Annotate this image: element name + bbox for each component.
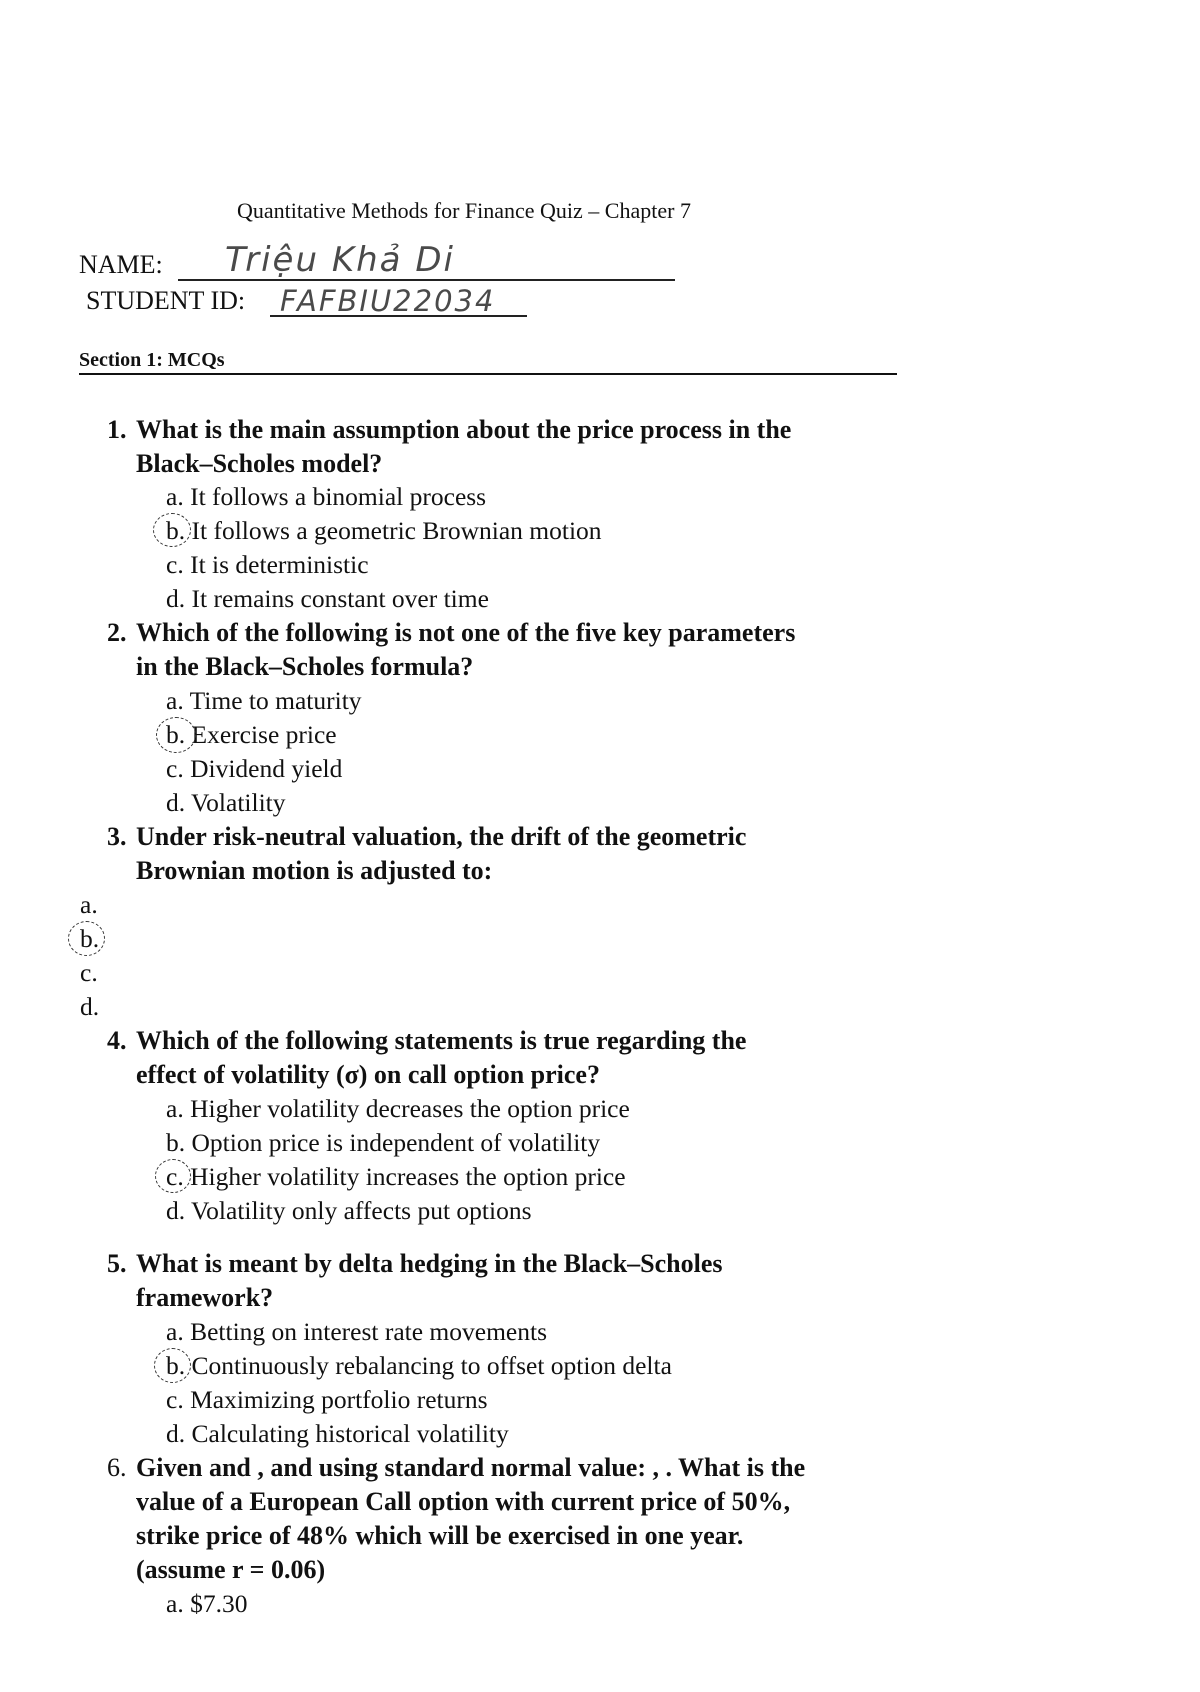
option-text: Calculating historical volatility	[191, 1419, 509, 1448]
option-letter: d.	[166, 1419, 186, 1448]
option-a[interactable]	[166, 1315, 547, 1349]
option-text: Higher volatility increases the option price	[190, 1162, 626, 1191]
option-text: Option price is independent of volatility	[191, 1128, 601, 1157]
option-text: Dividend yield	[190, 754, 343, 783]
question-number: 5.	[107, 1249, 127, 1278]
option-text: It follows a geometric Brownian motion	[191, 516, 602, 545]
answer-circle-mark	[68, 921, 105, 956]
option-letter: a.	[166, 482, 184, 511]
option-b[interactable]	[166, 1349, 672, 1383]
option-letter: b.	[166, 516, 186, 545]
option-a[interactable]	[166, 1587, 247, 1621]
option-text: Volatility only affects put options	[191, 1196, 532, 1225]
option-letter: b.	[166, 1128, 186, 1157]
question-text-line: framework?	[136, 1283, 274, 1312]
section-rule	[79, 373, 897, 375]
option-text: Volatility	[191, 788, 286, 817]
question-number: 6.	[107, 1453, 127, 1482]
question-number: 4.	[107, 1026, 127, 1055]
option-letter: d.	[166, 584, 186, 613]
answer-circle-mark	[154, 1348, 191, 1383]
option-d[interactable]	[166, 582, 489, 616]
option-letter: c.	[80, 958, 98, 987]
option-d[interactable]	[80, 990, 99, 1024]
question-text-line: Black–Scholes model?	[136, 449, 383, 478]
answer-circle-mark	[155, 1159, 191, 1193]
option-letter: c.	[166, 1385, 184, 1414]
question-text-line: What is meant by delta hedging in the Black–Scholes	[136, 1249, 723, 1278]
student-id-handwritten: FAFBIU22034	[280, 284, 496, 318]
question-number: 1.	[107, 415, 127, 444]
option-text: It remains constant over time	[191, 584, 489, 613]
option-text: Maximizing portfolio returns	[190, 1385, 488, 1414]
option-text: Continuously rebalancing to offset option delta	[191, 1351, 672, 1380]
question-text-line: Which of the following is not one of the five key parameters	[136, 618, 796, 647]
option-c[interactable]	[166, 548, 369, 582]
question-text-line: in the Black–Scholes formula?	[136, 652, 474, 681]
question-text-line: value of a European Call option with current price of 50%,	[136, 1487, 791, 1516]
option-d[interactable]	[166, 786, 286, 820]
option-letter: c.	[166, 550, 184, 579]
question-text-line: (assume r = 0.06)	[136, 1555, 326, 1584]
name-handwritten: Triệu Khả Di	[225, 240, 455, 280]
option-c[interactable]	[166, 1383, 488, 1417]
answer-circle-mark	[156, 717, 196, 753]
student-id-label: STUDENT ID:	[86, 286, 246, 315]
option-a[interactable]	[166, 1092, 630, 1126]
question-text-line: Given and , and using standard normal value: , . What is the	[136, 1453, 806, 1482]
option-c[interactable]	[166, 752, 342, 786]
option-letter: a.	[166, 1094, 184, 1123]
option-letter: d.	[166, 1196, 186, 1225]
option-a[interactable]	[166, 684, 362, 718]
question-number: 3.	[107, 822, 127, 851]
option-letter: d.	[80, 992, 100, 1021]
option-c[interactable]	[166, 1160, 626, 1194]
quiz-title: Quantitative Methods for Finance Quiz – Chapter 7	[237, 198, 691, 223]
option-letter: d.	[166, 788, 186, 817]
option-d[interactable]	[166, 1417, 509, 1451]
question-text-line: Under risk-neutral valuation, the drift of the geometric	[136, 822, 747, 851]
option-letter: a.	[80, 890, 98, 919]
answer-circle-mark	[153, 513, 191, 547]
question-text-line: effect of volatility (σ) on call option price?	[136, 1060, 600, 1089]
question-number: 2.	[107, 618, 127, 647]
option-letter: a.	[166, 1317, 184, 1346]
option-letter: b.	[80, 924, 100, 953]
option-text: It is deterministic	[190, 550, 369, 579]
question-text-line: Which of the following statements is true regarding the	[136, 1026, 747, 1055]
option-letter: b.	[166, 720, 186, 749]
option-text: Exercise price	[191, 720, 337, 749]
option-a[interactable]	[166, 480, 486, 514]
question-text-line: What is the main assumption about the price process in the	[136, 415, 792, 444]
question-text-line: strike price of 48% which will be exercised in one year.	[136, 1521, 744, 1550]
option-c[interactable]	[80, 956, 98, 990]
option-letter: b.	[166, 1351, 186, 1380]
option-text: Betting on interest rate movements	[190, 1317, 547, 1346]
option-d[interactable]	[166, 1194, 532, 1228]
option-text: It follows a binomial process	[190, 482, 487, 511]
option-text: Higher volatility decreases the option price	[190, 1094, 630, 1123]
option-letter: c.	[166, 1162, 184, 1191]
option-letter: a.	[166, 1589, 184, 1618]
option-letter: c.	[166, 754, 184, 783]
option-b[interactable]	[166, 514, 602, 548]
option-text: Time to maturity	[189, 686, 362, 715]
option-text: $7.30	[190, 1589, 248, 1618]
name-label: NAME:	[79, 250, 163, 279]
option-b[interactable]	[166, 1126, 600, 1160]
option-letter: a.	[166, 686, 184, 715]
option-a[interactable]	[80, 888, 98, 922]
section-title: Section 1: MCQs	[79, 349, 225, 371]
question-text-line: Brownian motion is adjusted to:	[136, 856, 493, 885]
